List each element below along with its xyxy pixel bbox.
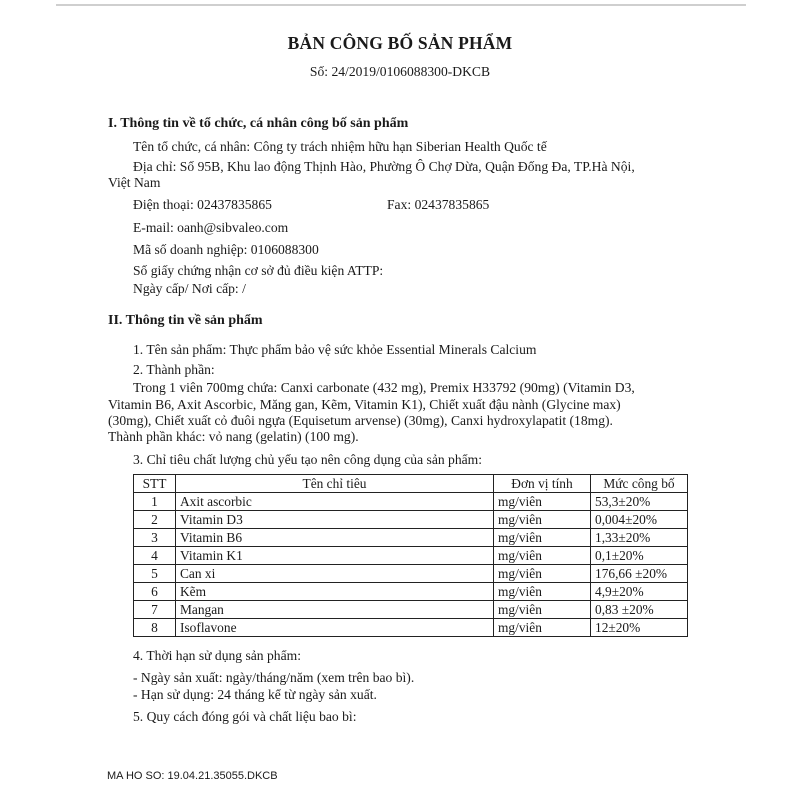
cell-stt: 2	[134, 511, 176, 529]
header-criterion: Tên chỉ tiêu	[176, 475, 494, 493]
section-2-heading: II. Thông tin về sản phẩm	[108, 313, 263, 328]
cell-stt: 7	[134, 601, 176, 619]
cell-criterion: Vitamin K1	[176, 547, 494, 565]
section-1-heading: I. Thông tin về tổ chức, cá nhân công bố sản phẩm	[108, 116, 409, 131]
document-number: Số: 24/2019/0106088300-DKCB	[309, 64, 491, 79]
cell-criterion: Axit ascorbic	[176, 493, 494, 511]
product-name: 1. Tên sản phẩm: Thực phẩm bảo vệ sức khỏe Essential Minerals Calcium	[133, 342, 537, 357]
shelf-life-heading: 4. Thời hạn sử dụng sản phẩm:	[133, 648, 301, 663]
cell-level: 12±20%	[591, 619, 688, 637]
ingredients-line-1: Trong 1 viên 700mg chứa: Canxi carbonate (432 mg), Premix H33792 (90mg) (Vitamin D3,	[133, 380, 635, 395]
packaging-heading: 5. Quy cách đóng gói và chất liệu bao bì:	[133, 709, 357, 724]
cell-unit: mg/viên	[494, 583, 591, 601]
cell-unit: mg/viên	[494, 547, 591, 565]
issue-date-place: Ngày cấp/ Nơi cấp: /	[133, 281, 246, 296]
cell-level: 0,1±20%	[591, 547, 688, 565]
header-stt: STT	[134, 475, 176, 493]
cell-criterion: Can xi	[176, 565, 494, 583]
cell-level: 1,33±20%	[591, 529, 688, 547]
cell-level: 53,3±20%	[591, 493, 688, 511]
address-line-1: Địa chỉ: Số 95B, Khu lao động Thịnh Hào, Phường Ô Chợ Dừa, Quận Đống Đa, TP.Hà Nội,	[133, 159, 635, 174]
table-row	[134, 493, 688, 511]
email: E-mail: oanh@sibvaleo.com	[133, 220, 289, 235]
cell-unit: mg/viên	[494, 601, 591, 619]
cell-level: 176,66 ±20%	[591, 565, 688, 583]
cell-level: 0,004±20%	[591, 511, 688, 529]
table-row	[134, 565, 688, 583]
quality-table	[133, 474, 688, 637]
cell-criterion: Vitamin B6	[176, 529, 494, 547]
manufacture-date: - Ngày sản xuất: ngày/tháng/năm (xem trên bao bì).	[133, 670, 415, 685]
cell-stt: 1	[134, 493, 176, 511]
table-row	[134, 601, 688, 619]
header-unit: Đơn vị tính	[494, 475, 591, 493]
cell-criterion: Isoflavone	[176, 619, 494, 637]
quality-heading: 3. Chỉ tiêu chất lượng chủ yếu tạo nên công dụng của sản phẩm:	[133, 452, 483, 467]
table-header-row	[134, 475, 688, 493]
ingredients-line-4: Thành phần khác: vỏ nang (gelatin) (100 mg).	[108, 429, 359, 444]
tax-code: Mã số doanh nghiệp: 0106088300	[133, 242, 319, 257]
org-name: Tên tổ chức, cá nhân: Công ty trách nhiệm hữu hạn Siberian Health Quốc tế	[133, 139, 547, 154]
top-divider	[56, 4, 746, 6]
cell-level: 4,9±20%	[591, 583, 688, 601]
cell-unit: mg/viên	[494, 493, 591, 511]
table-row	[134, 583, 688, 601]
header-declared-level: Mức công bố	[591, 475, 688, 493]
cell-criterion: Kẽm	[176, 583, 494, 601]
table-row	[134, 511, 688, 529]
document-title: BẢN CÔNG BỐ SẢN PHẨM	[287, 33, 513, 53]
cell-criterion: Mangan	[176, 601, 494, 619]
cell-stt: 6	[134, 583, 176, 601]
file-code-footer: MA HO SO: 19.04.21.35055.DKCB	[107, 770, 278, 782]
ingredients-heading: 2. Thành phần:	[133, 362, 215, 377]
cell-unit: mg/viên	[494, 511, 591, 529]
cell-stt: 8	[134, 619, 176, 637]
cell-level: 0,83 ±20%	[591, 601, 688, 619]
cell-stt: 4	[134, 547, 176, 565]
expiry: - Hạn sử dụng: 24 tháng kể từ ngày sản xuất.	[133, 687, 377, 702]
cell-stt: 3	[134, 529, 176, 547]
table-row	[134, 529, 688, 547]
ingredients-line-2: Vitamin B6, Axit Ascorbic, Măng gan, Kẽm, Vitamin K1), Chiết xuất đậu nành (Glycine max)	[108, 397, 621, 412]
cell-unit: mg/viên	[494, 565, 591, 583]
cell-unit: mg/viên	[494, 529, 591, 547]
table-row	[134, 619, 688, 637]
fax: Fax: 02437835865	[387, 197, 490, 212]
address-line-2: Việt Nam	[108, 175, 161, 190]
ingredients-line-3: (30mg), Chiết xuất cỏ đuôi ngựa (Equisetum arvense) (30mg), Canxi hydroxylapatit (18mg).	[108, 413, 613, 428]
certificate-number: Số giấy chứng nhận cơ sở đủ điều kiện ATTP:	[133, 263, 384, 278]
phone: Điện thoại: 02437835865	[133, 197, 272, 212]
table-row	[134, 547, 688, 565]
cell-criterion: Vitamin D3	[176, 511, 494, 529]
cell-unit: mg/viên	[494, 619, 591, 637]
cell-stt: 5	[134, 565, 176, 583]
